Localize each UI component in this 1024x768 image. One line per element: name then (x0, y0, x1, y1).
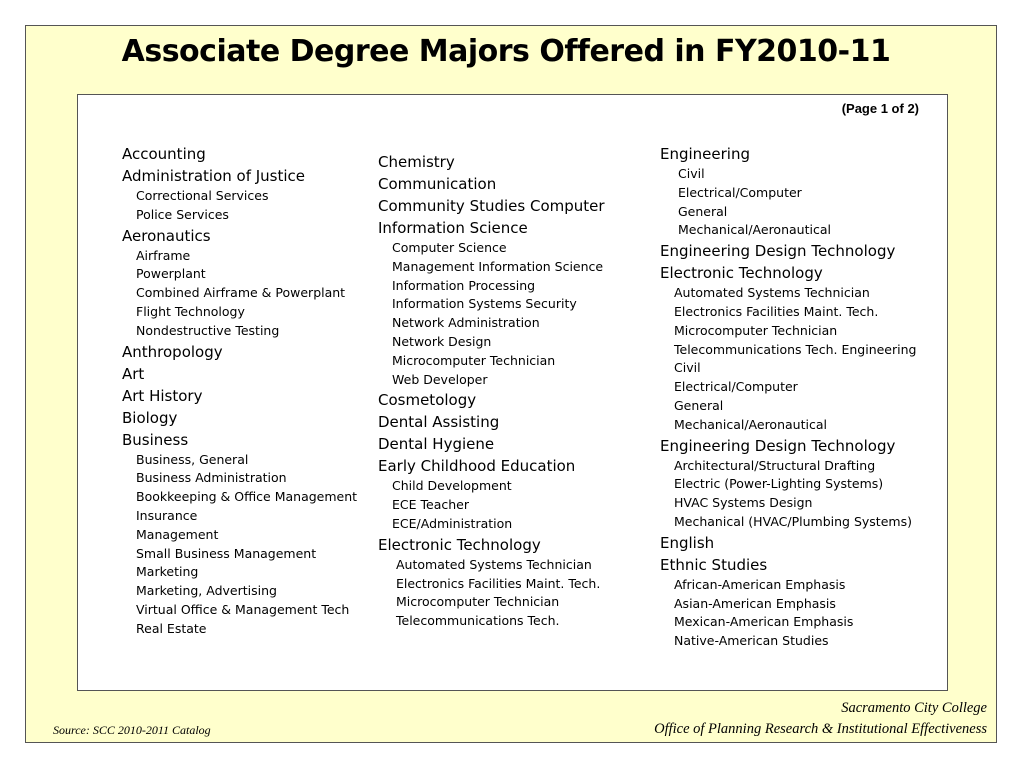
sub-major-item: Airframe (136, 247, 191, 263)
sub-major-item: Small Business Management (136, 545, 317, 561)
sub-major-item: Automated Systems Technician (674, 285, 870, 301)
major-item: Art (122, 364, 145, 383)
major-item: Accounting (122, 145, 206, 163)
sub-major-item: Microcomputer Technician (674, 322, 838, 338)
major-item: Art History (122, 386, 203, 405)
college-name: Sacramento City College (841, 700, 987, 716)
sub-major-item: Electronics Facilities Maint. Tech. (674, 303, 879, 319)
majors-panel (77, 94, 948, 691)
major-item: Dental Assisting (378, 413, 500, 432)
sub-major-item: General (674, 397, 724, 413)
sub-major-item: Electric (Power-Lighting Systems) (674, 476, 884, 492)
office-name: Office of Planning Research & Institutional Effectiveness (654, 721, 987, 737)
sub-major-item: Computer Science (392, 240, 507, 255)
major-item: Communication (378, 175, 497, 193)
sub-major-item: Management Information Science (392, 258, 604, 274)
sub-major-item: Civil (674, 360, 701, 376)
major-item: Electronic Technology (660, 264, 823, 283)
sub-major-item: HVAC Systems Design (674, 495, 813, 511)
major-item: English (660, 533, 715, 552)
major-item: Ethnic Studies (660, 555, 768, 574)
major-item: Anthropology (122, 342, 223, 361)
sub-major-item: Native-American Studies (674, 633, 829, 649)
major-item: Electronic Technology (378, 535, 541, 554)
sub-major-item: Correctional Services (136, 188, 269, 203)
majors-column-1 (122, 143, 357, 639)
sub-major-item: Network Administration (392, 315, 540, 331)
sub-major-item: Asian-American Emphasis (674, 595, 836, 611)
sub-major-item: Marketing (136, 564, 199, 580)
sub-major-item: Telecommunications Tech. (396, 613, 560, 629)
major-item: Aeronautics (122, 226, 211, 245)
major-item: Engineering Design Technology (660, 242, 896, 261)
footer-attribution (654, 698, 987, 740)
sub-major-item: Child Development (392, 478, 512, 494)
sub-major-item: Real Estate (136, 620, 207, 636)
sub-major-item: Business, General (136, 451, 249, 467)
sub-major-item: Telecommunications Tech. Engineering (674, 341, 917, 357)
sub-major-item: Combined Airframe & Powerplant (136, 285, 346, 301)
sub-major-item: Powerplant (136, 266, 206, 282)
sub-major-item: Electrical/Computer (678, 184, 802, 200)
sub-major-item: African-American Emphasis (674, 576, 846, 592)
sub-major-item: ECE Teacher (392, 497, 469, 513)
major-item: Cosmetology (378, 391, 477, 410)
sub-major-item: Information Processing (392, 277, 536, 293)
major-item: Business (122, 430, 189, 449)
source-note: Source: SCC 2010-2011 Catalog (53, 723, 211, 737)
sub-major-item: Web Developer (392, 371, 488, 387)
major-item: Chemistry (378, 153, 455, 171)
sub-major-item: Mechanical (HVAC/Plumbing Systems) (674, 513, 912, 529)
sub-major-item: Mexican-American Emphasis (674, 614, 854, 630)
page-title: Associate Degree Majors Offered in FY2010-11 (121, 34, 891, 69)
sub-major-item: Virtual Office & Management Tech (136, 601, 350, 617)
sub-major-item: Network Design (392, 333, 492, 349)
sub-major-item: Architectural/Structural Drafting (674, 457, 876, 473)
sub-major-item: Electronics Facilities Maint. Tech. (396, 575, 601, 591)
major-item: Community Studies Computer (378, 197, 605, 215)
major-item: Engineering (660, 145, 750, 163)
sub-major-item: Police Services (136, 206, 229, 222)
major-item: Information Science (378, 219, 528, 237)
majors-column-2 (378, 151, 605, 631)
page-indicator: (Page 1 of 2) (841, 101, 919, 116)
sub-major-item: Electrical/Computer (674, 379, 798, 395)
major-item: Administration of Justice (122, 167, 306, 185)
sub-major-item: Business Administration (136, 470, 287, 486)
sub-major-item: Automated Systems Technician (396, 556, 592, 572)
major-item: Biology (122, 408, 178, 427)
sub-major-item: Flight Technology (136, 303, 245, 319)
majors-column-3 (660, 143, 916, 651)
major-item: Early Childhood Education (378, 457, 576, 476)
sub-major-item: Civil (678, 166, 705, 181)
sub-major-item: Microcomputer Technician (392, 352, 556, 368)
major-item: Engineering Design Technology (660, 436, 896, 455)
sub-major-item: Microcomputer Technician (396, 594, 560, 610)
slide (25, 25, 997, 743)
sub-major-item: Nondestructive Testing (136, 322, 280, 338)
sub-major-item: Information Systems Security (392, 296, 577, 312)
sub-major-item: Mechanical/Aeronautical (678, 222, 831, 238)
sub-major-item: General (678, 203, 728, 219)
sub-major-item: ECE/Administration (392, 515, 513, 531)
sub-major-item: Management (136, 526, 219, 542)
sub-major-item: Bookkeeping & Office Management (136, 489, 358, 505)
sub-major-item: Marketing, Advertising (136, 583, 277, 599)
major-item: Dental Hygiene (378, 435, 495, 454)
sub-major-item: Insurance (136, 507, 198, 523)
sub-major-item: Mechanical/Aeronautical (674, 416, 827, 432)
